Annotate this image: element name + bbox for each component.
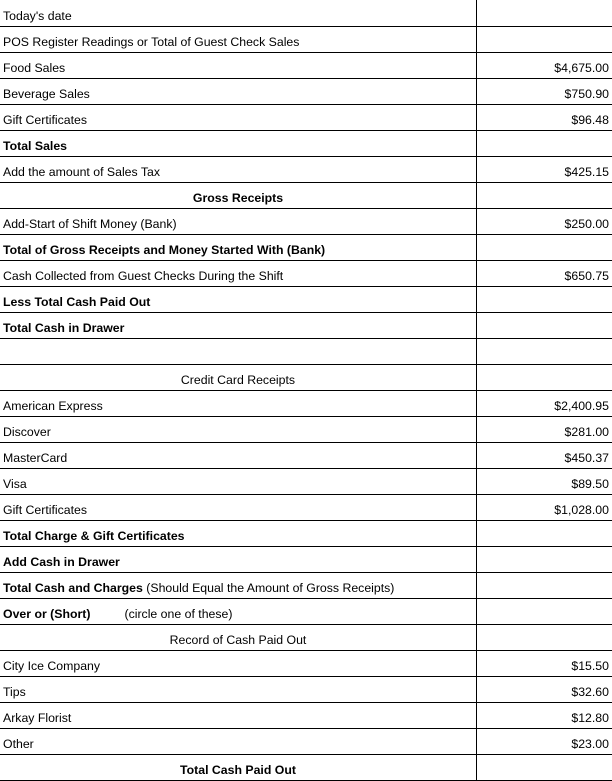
- cell-label[interactable]: Less Total Cash Paid Out: [0, 287, 477, 313]
- cell-value[interactable]: $32.60: [477, 677, 612, 703]
- cell-value[interactable]: $12.80: [477, 703, 612, 729]
- cell-value[interactable]: [477, 547, 612, 573]
- row-beverage-sales: [0, 79, 612, 105]
- row-total-gross-and-bank: [0, 235, 612, 261]
- cell-value[interactable]: $4,675.00: [477, 53, 612, 79]
- cell-label[interactable]: Today's date: [0, 0, 477, 27]
- cell-value[interactable]: [477, 287, 612, 313]
- row-discover: [0, 417, 612, 443]
- cell-value[interactable]: $425.15: [477, 157, 612, 183]
- label-text: Over or (Short): [3, 607, 91, 621]
- row-total-cash-paid-out: [0, 755, 612, 781]
- cell-value[interactable]: $89.50: [477, 469, 612, 495]
- cell-label[interactable]: [0, 599, 477, 625]
- cell-value[interactable]: [477, 313, 612, 339]
- cell-label[interactable]: Arkay Florist: [0, 703, 477, 729]
- cell-value[interactable]: [477, 339, 612, 365]
- label-note: (Should Equal the Amount of Gross Receipts): [146, 581, 395, 595]
- cell-label[interactable]: City Ice Company: [0, 651, 477, 677]
- row-todays-date: [0, 0, 612, 27]
- cell-label[interactable]: Total Sales: [0, 131, 477, 157]
- row-add-cash-in-drawer: [0, 547, 612, 573]
- cell-value[interactable]: $750.90: [477, 79, 612, 105]
- row-american-express: [0, 391, 612, 417]
- cell-value[interactable]: $23.00: [477, 729, 612, 755]
- cell-value[interactable]: [477, 0, 612, 27]
- row-gift-certificates: [0, 105, 612, 131]
- cell-label[interactable]: Gross Receipts: [0, 183, 477, 209]
- cell-value[interactable]: [477, 521, 612, 547]
- row-food-sales: [0, 53, 612, 79]
- cell-value[interactable]: [477, 573, 612, 599]
- cell-value[interactable]: [477, 599, 612, 625]
- row-gross-receipts: [0, 183, 612, 209]
- cell-value[interactable]: [477, 27, 612, 53]
- row-total-cash-and-charges: [0, 573, 612, 599]
- row-blank: [0, 339, 612, 365]
- cell-label[interactable]: Credit Card Receipts: [0, 365, 477, 391]
- cell-value[interactable]: $15.50: [477, 651, 612, 677]
- cell-label[interactable]: [0, 339, 477, 365]
- row-city-ice-company: [0, 651, 612, 677]
- cell-label[interactable]: Tips: [0, 677, 477, 703]
- row-total-sales: [0, 131, 612, 157]
- cell-value[interactable]: [477, 235, 612, 261]
- cell-label[interactable]: [0, 573, 477, 599]
- row-start-of-shift-money: [0, 209, 612, 235]
- row-total-charge-gift: [0, 521, 612, 547]
- label-text: Total Cash and Charges: [3, 581, 143, 595]
- cell-value[interactable]: $250.00: [477, 209, 612, 235]
- cell-label[interactable]: Total Cash Paid Out: [0, 755, 477, 781]
- cell-value[interactable]: [477, 625, 612, 651]
- row-total-cash-in-drawer: [0, 313, 612, 339]
- cell-value[interactable]: $1,028.00: [477, 495, 612, 521]
- label-note: (circle one of these): [124, 607, 233, 621]
- cell-label[interactable]: Cash Collected from Guest Checks During the Shift: [0, 261, 477, 287]
- cell-value[interactable]: [477, 183, 612, 209]
- cell-value[interactable]: [477, 755, 612, 781]
- cell-value[interactable]: [477, 365, 612, 391]
- cell-label[interactable]: Total Cash in Drawer: [0, 313, 477, 339]
- cell-label[interactable]: Beverage Sales: [0, 79, 477, 105]
- cell-label[interactable]: Record of Cash Paid Out: [0, 625, 477, 651]
- cell-value[interactable]: $650.75: [477, 261, 612, 287]
- row-pos-register: [0, 27, 612, 53]
- row-arkay-florist: [0, 703, 612, 729]
- cell-label[interactable]: Add-Start of Shift Money (Bank): [0, 209, 477, 235]
- cell-value[interactable]: $281.00: [477, 417, 612, 443]
- row-less-cash-paid-out: [0, 287, 612, 313]
- row-cash-collected: [0, 261, 612, 287]
- row-sales-tax: [0, 157, 612, 183]
- cell-value[interactable]: $450.37: [477, 443, 612, 469]
- cell-label[interactable]: Other: [0, 729, 477, 755]
- row-visa: [0, 469, 612, 495]
- cell-label[interactable]: Total Charge & Gift Certificates: [0, 521, 477, 547]
- cell-label[interactable]: MasterCard: [0, 443, 477, 469]
- row-gift-certificates-2: [0, 495, 612, 521]
- cell-label[interactable]: American Express: [0, 391, 477, 417]
- cell-label[interactable]: Add the amount of Sales Tax: [0, 157, 477, 183]
- cell-label[interactable]: Discover: [0, 417, 477, 443]
- cell-label[interactable]: Total of Gross Receipts and Money Started With (Bank): [0, 235, 477, 261]
- cell-label[interactable]: POS Register Readings or Total of Guest Check Sales: [0, 27, 477, 53]
- row-tips: [0, 677, 612, 703]
- cell-label[interactable]: Add Cash in Drawer: [0, 547, 477, 573]
- cell-label[interactable]: Food Sales: [0, 53, 477, 79]
- row-mastercard: [0, 443, 612, 469]
- cell-value[interactable]: $2,400.95: [477, 391, 612, 417]
- cell-label[interactable]: Gift Certificates: [0, 105, 477, 131]
- cell-label[interactable]: Gift Certificates: [0, 495, 477, 521]
- row-credit-card-receipts-header: [0, 365, 612, 391]
- cell-label[interactable]: Visa: [0, 469, 477, 495]
- cell-value[interactable]: [477, 131, 612, 157]
- cell-value[interactable]: $96.48: [477, 105, 612, 131]
- row-record-cash-paid-out-header: [0, 625, 612, 651]
- row-over-or-short: [0, 599, 612, 625]
- row-other: [0, 729, 612, 755]
